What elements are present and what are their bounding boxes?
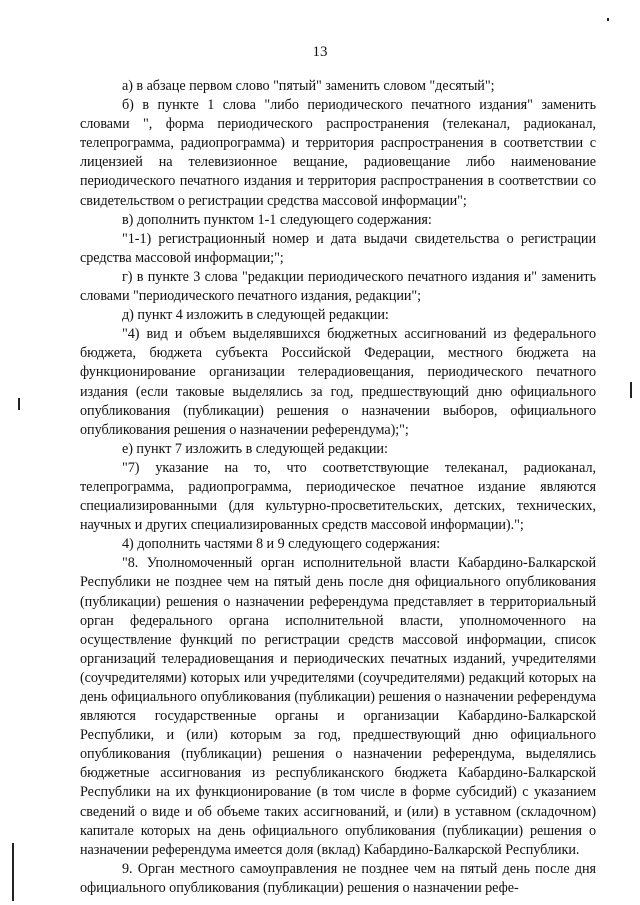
paragraph-b: б) в пункте 1 слова "либо периодического печатного издания" заменить словами ", форма периодического распространения (телеканал, радиоканал, телепрограмма, радиопрограмма) и территория распространения в соответствии с лицензией на телевизионное вещание, радиовещание либо наименование периодического печатного издания и территория распространения в соответствии со свидетельством о регистрации средства массовой информации"; [80, 97, 596, 209]
paragraph-e: е) пункт 7 изложить в следующей редакции: [122, 440, 388, 457]
paragraph-item-4: "4) вид и объем выделявшихся бюджетных ассигнований из федерального бюджета, бюджета субъекта Российской Федерации, местного бюджета на функционирование организации телерадиовещания, периодического печатного издания (если таковые выделялись за год, предшествующий дню официального опубликования (публикации) решения о назначении выборов, официального опубликования решения о назначении референдума);"; [80, 326, 596, 438]
paragraph-a: а) в абзаце первом слово "пятый" заменить словом "десятый"; [122, 78, 495, 94]
scan-mark-left [18, 398, 20, 410]
paragraph-item-1-1: "1-1) регистрационный номер и дата выдачи свидетельства о регистрации средства массовой информации;"; [80, 230, 596, 266]
paragraph-item-7: "7) указание на то, что соответствующие телеканал, радиоканал, телепрограмма, радиопрограмма, периодическое печатное издание являются специализированными (для культурно-просветительских, детских, технических, научных и других специализированных средств массовой информации)."; [80, 459, 596, 534]
paragraph-g: г) в пункте 3 слова "редакции периодического печатного издания и" заменить словами "периодического печатного издания, редакции"; [80, 268, 596, 305]
paragraph-4: 4) дополнить частями 8 и 9 следующего содержания: [122, 536, 441, 553]
scan-mark-bottom [12, 843, 14, 901]
paragraph-part-9: 9. Орган местного самоуправления не позднее чем на пятый день после дня официального опубликования (публикации) решения о назначении рефе- [80, 860, 596, 896]
paragraph-part-8: "8. Уполномоченный орган исполнительной власти Кабардино-Балкарской Республики не позднее чем на пятый день после дня официального опубликования (публикации) решения о назначении референдума представляет в территориальный орган федерального органа исполнительной власти, уполномоченного на осуществление функций по регистрации средств массовой информации, список организаций телерадиовещания и периодических печатных изданий, учредителями (соучредителями) которых или учредителями (соучредителями) редакций которых на день официального опубликования (публикации) решения о назначении референдума являются государственные органы и организации Кабардино-Балкарской Республики, и (или) которым за год, предшествующий дню официального опубликования (публикации) решения о назначении референдума, выделялись бюджетные ассигнования из республиканского бюджета Кабардино-Балкарской Республики на их функционирование (в том числе в форме субсидий) с указанием сведений о виде и об объеме таких ассигнований, и (или) в уставном (складочном) капитале которых на день официального опубликования (публикации) решения о назначении референдума имеется доля (вклад) Кабардино-Балкарской Республики. [80, 555, 596, 858]
document-body [80, 77, 596, 898]
page-number: 13 [312, 44, 328, 60]
scan-mark-right [630, 382, 632, 398]
paragraph-d: д) пункт 4 изложить в следующей редакции: [122, 307, 389, 324]
scan-mark-top [607, 18, 609, 21]
paragraph-v: в) дополнить пунктом 1-1 следующего содержания: [122, 211, 432, 228]
